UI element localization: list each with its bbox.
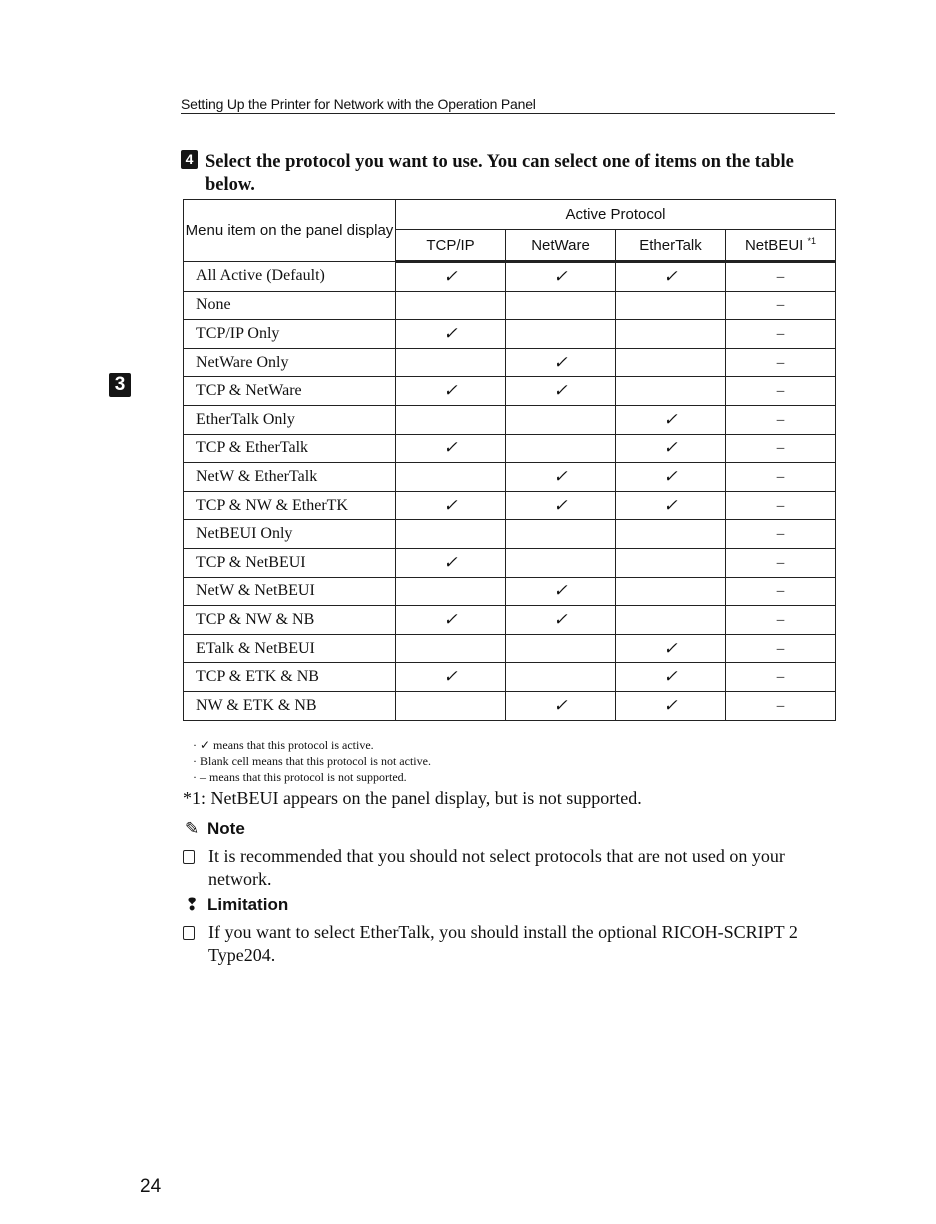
menu-item-label: NetW & EtherTalk [184,463,396,492]
table-row [184,405,836,434]
not-supported-mark: – [776,554,785,571]
cell-ethertalk [616,491,726,520]
menu-item-label: NW & ETK & NB [184,691,396,720]
active-check-mark: ✓ [663,409,678,429]
cell-tcpip [396,262,506,292]
menu-item-label: TCP & NW & EtherTK [184,491,396,520]
not-supported-mark: – [776,411,785,428]
cell-ethertalk [616,463,726,492]
limitation-heading-label: Limitation [207,895,289,914]
cell-netbeui [726,434,836,463]
active-check-mark: ✓ [443,266,458,286]
active-check-mark: ✓ [553,352,568,372]
column-header-netware: NetWare [506,230,616,262]
not-supported-mark: – [776,640,785,657]
menu-item-label: TCP & EtherTalk [184,434,396,463]
table-row [184,691,836,720]
not-supported-mark: – [776,611,785,628]
not-supported-mark: – [776,268,785,285]
table-row [184,577,836,606]
running-header: Setting Up the Printer for Network with the Operation Panel [181,96,536,112]
table-row [184,291,836,320]
protocol-table [183,199,836,721]
note-item [183,845,839,891]
active-check-mark: ✓ [663,266,678,286]
cell-netbeui [726,262,836,292]
cell-netware [506,262,616,292]
active-check-mark: ✓ [553,266,568,286]
cell-tcpip [396,405,506,434]
note-heading-label: Note [207,819,245,838]
table-legend [193,737,431,785]
cell-ethertalk [616,663,726,692]
note-heading [185,819,245,839]
cell-netbeui [726,377,836,406]
cell-tcpip [396,520,506,549]
not-supported-mark: – [776,383,785,400]
not-supported-mark: – [776,440,785,457]
cell-netbeui [726,491,836,520]
cell-ethertalk [616,434,726,463]
table-row [184,663,836,692]
table-row [184,520,836,549]
active-check-mark: ✓ [663,466,678,486]
legend-line: · ✓ means that this protocol is active. [193,738,374,752]
cell-ethertalk [616,320,726,349]
not-supported-mark: – [776,583,785,600]
cell-tcpip [396,606,506,635]
cell-netware [506,634,616,663]
table-row [184,320,836,349]
menu-item-label: NetWare Only [184,348,396,377]
menu-item-label: NetBEUI Only [184,520,396,549]
cell-tcpip [396,434,506,463]
active-check-mark: ✓ [443,438,458,458]
cell-netware [506,548,616,577]
cell-netware [506,291,616,320]
table-row [184,634,836,663]
cell-ethertalk [616,405,726,434]
table-row [184,463,836,492]
table-row [184,491,836,520]
active-check-mark: ✓ [553,581,568,601]
cell-tcpip [396,634,506,663]
cell-netbeui [726,548,836,577]
table-row [184,377,836,406]
limitation-heading [185,895,288,915]
column-header-netbeui [726,230,836,262]
limitation-item [183,921,839,967]
cell-tcpip [396,691,506,720]
cell-ethertalk [616,691,726,720]
cell-ethertalk [616,520,726,549]
cell-netbeui [726,577,836,606]
header-rule [181,113,835,114]
menu-item-label: TCP & ETK & NB [184,663,396,692]
menu-item-label: TCP & NW & NB [184,606,396,635]
not-supported-mark: – [776,297,785,314]
limitation-item-text: If you want to select EtherTalk, you should install the optional RICOH-SCRIPT 2 Type204. [208,922,798,965]
menu-item-label: TCP & NetBEUI [184,548,396,577]
table-group-header-row [184,200,836,230]
cell-ethertalk [616,577,726,606]
not-supported-mark: – [776,669,785,686]
active-check-mark: ✓ [553,609,568,629]
legend-line: · Blank cell means that this protocol is not active. [193,754,431,768]
cell-netware [506,491,616,520]
column-header-ethertalk: EtherTalk [616,230,726,262]
cell-netbeui [726,691,836,720]
cell-netbeui [726,520,836,549]
cell-netbeui [726,320,836,349]
step-instruction: Select the protocol you want to use. You can select one of items on the table below. [205,152,794,195]
cell-netbeui [726,463,836,492]
active-check-mark: ✓ [663,438,678,458]
cell-ethertalk [616,377,726,406]
active-check-mark: ✓ [663,695,678,715]
table-row [184,548,836,577]
cell-tcpip [396,491,506,520]
menu-item-label: All Active (Default) [184,262,396,292]
checkbox-bullet-icon [183,850,195,864]
menu-item-label: ETalk & NetBEUI [184,634,396,663]
active-check-mark: ✓ [443,667,458,687]
table-row [184,606,836,635]
footnote-mark: *1 [807,236,817,246]
footnote-netbeui: *1: NetBEUI appears on the panel display, but is not supported. [183,788,642,808]
cell-netbeui [726,291,836,320]
active-check-mark: ✓ [443,323,458,343]
cell-netbeui [726,606,836,635]
cell-netware [506,405,616,434]
not-supported-mark: – [776,697,785,714]
cell-netbeui [726,405,836,434]
active-check-mark: ✓ [443,381,458,401]
cell-tcpip [396,663,506,692]
cell-tcpip [396,577,506,606]
cell-netware [506,463,616,492]
cell-ethertalk [616,634,726,663]
menu-item-label: TCP & NetWare [184,377,396,406]
cell-ethertalk [616,262,726,292]
cell-netbeui [726,634,836,663]
active-check-mark: ✓ [553,466,568,486]
cell-tcpip [396,463,506,492]
not-supported-mark: – [776,354,785,371]
active-check-mark: ✓ [553,381,568,401]
cell-tcpip [396,377,506,406]
cell-netware [506,377,616,406]
table-row [184,434,836,463]
active-check-mark: ✓ [443,552,458,572]
not-supported-mark: – [776,468,785,485]
column-header-netbeui-label: NetBEUI [744,237,804,254]
checkbox-bullet-icon [183,926,195,940]
active-check-mark: ✓ [663,495,678,515]
active-check-mark: ✓ [443,495,458,515]
cell-netbeui [726,348,836,377]
cell-ethertalk [616,606,726,635]
cell-tcpip [396,291,506,320]
cell-ethertalk [616,548,726,577]
page-number: 24 [140,1176,162,1197]
note-item-text: It is recommended that you should not select protocols that are not used on your network. [208,846,785,889]
pencil-icon: ✎ [185,819,200,838]
cell-netware [506,320,616,349]
not-supported-mark: – [776,526,785,543]
cell-tcpip [396,320,506,349]
cell-netware [506,434,616,463]
table-row [184,348,836,377]
menu-item-label: NetW & NetBEUI [184,577,396,606]
legend-line: · – means that this protocol is not supported. [193,770,407,784]
cell-tcpip [396,548,506,577]
menu-item-label: None [184,291,396,320]
cell-tcpip [396,348,506,377]
cell-netware [506,577,616,606]
cell-netbeui [726,663,836,692]
active-check-mark: ✓ [553,695,568,715]
cell-netware [506,663,616,692]
chapter-tab: 3 [109,373,131,397]
active-check-mark: ✓ [553,495,568,515]
menu-item-column-header: Menu item on the panel display [184,200,396,262]
table-row [184,262,836,292]
step-number-badge: 4 [181,150,198,169]
active-check-mark: ✓ [663,638,678,658]
cell-netware [506,348,616,377]
menu-item-label: TCP/IP Only [184,320,396,349]
cell-netware [506,691,616,720]
exclamation-icon: ❢ [185,895,200,914]
cell-ethertalk [616,348,726,377]
active-check-mark: ✓ [443,609,458,629]
cell-netware [506,520,616,549]
menu-item-label: EtherTalk Only [184,405,396,434]
active-check-mark: ✓ [663,667,678,687]
not-supported-mark: – [776,497,785,514]
cell-ethertalk [616,291,726,320]
not-supported-mark: – [776,325,785,342]
active-protocol-header: Active Protocol [396,200,836,230]
column-header-tcpip: TCP/IP [396,230,506,262]
cell-netware [506,606,616,635]
